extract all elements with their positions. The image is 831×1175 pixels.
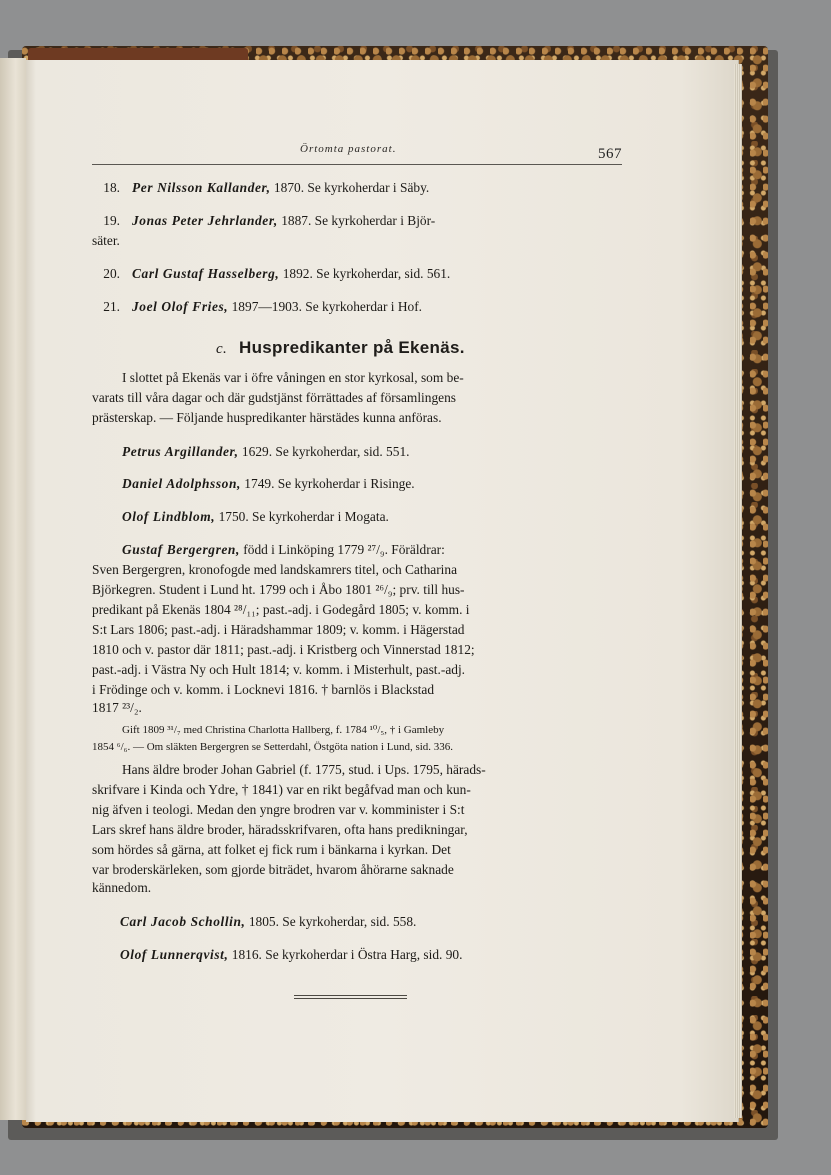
bio-line: 1810 och v. pastor där 1811; past.-adj. i Kristberg och Vinnerstad 1812;: [92, 642, 475, 657]
bergergren-first-line: [122, 542, 445, 558]
brother-line: skrifvare i Kinda och Ydre, † 1841) var en rikt begåfvad man och kun-: [92, 782, 471, 797]
entry-name: Jonas Peter Jehrlander,: [132, 213, 278, 228]
entry-18: 18. Per Nilsson Kallander, 1870. Se kyrkoherdar i Säby.: [103, 180, 430, 195]
brother-line: Hans äldre broder Johan Gabriel (f. 1775, stud. i Ups. 1795, härads-: [122, 762, 486, 777]
entry-name: Carl Gustaf Hasselberg,: [132, 266, 280, 281]
entry-text: 1892. Se kyrkoherdar, sid. 561.: [279, 266, 451, 281]
preacher-entry: [122, 509, 389, 525]
brother-line: som hördes så gärna, att folket ej fick rum i bänkarna i kyrkan. Det: [92, 842, 451, 857]
section-letter: c.: [216, 341, 228, 357]
preacher-name: Petrus Argillander,: [122, 444, 239, 459]
running-head: Örtomta pastorat.: [300, 143, 397, 155]
preacher-entry: [120, 947, 462, 963]
brother-line: kännedom.: [92, 880, 152, 895]
preacher-entry: [122, 444, 410, 460]
end-rule: [294, 998, 407, 999]
intro-line: I slottet på Ekenäs var i öfre våningen en stor kyrkosal, som be-: [122, 370, 464, 385]
preacher-name: Gustaf Bergergren,: [122, 542, 240, 557]
preacher-name: Carl Jacob Schollin,: [120, 914, 246, 929]
page-block-edge: [734, 64, 742, 1118]
bio-note: 1854 ⁶/₆. — Om släkten Bergergren se Setterdahl, Östgöta nation i Lund, sid. 336.: [92, 741, 454, 753]
entry-text: 1870. Se kyrkoherdar i Säby.: [270, 180, 430, 195]
preacher-entry: [122, 476, 415, 492]
section-title: Huspredikanter på Ekenäs.: [239, 338, 465, 357]
preacher-text: 1629. Se kyrkoherdar, sid. 551.: [238, 444, 410, 459]
brother-line: nig äfven i teologi. Medan den yngre brodren var v. komminister i S:t: [92, 802, 465, 817]
entry-19-continuation: säter.: [92, 233, 120, 248]
preacher-name: Daniel Adolphsson,: [122, 476, 241, 491]
header-rule: [92, 164, 622, 165]
preacher-name: Olof Lindblom,: [122, 509, 216, 524]
brother-line: var broderskärleken, som gjorde biträdet, hvarom åhörarne saknade: [92, 862, 454, 877]
bio-line: Sven Bergergren, kronofogde med landskamrers titel, och Catharina: [92, 562, 458, 577]
entry-text: 1897—1903. Se kyrkoherdar i Hof.: [228, 299, 423, 314]
bio-line: Björkegren. Student i Lund ht. 1799 och i Åbo 1801 ²⁶/₉; prv. till hus-: [92, 582, 465, 597]
bio-line: predikant på Ekenäs 1804 ²⁸/₁₁; past.-adj. i Godegård 1805; v. komm. i: [92, 602, 470, 617]
preacher-text: 1805. Se kyrkoherdar, sid. 558.: [245, 914, 417, 929]
bio-note: Gift 1809 ³¹/₇ med Christina Charlotta Hallberg, f. 1784 ¹⁰/₅, † i Gamleby: [122, 724, 445, 736]
entry-text: 1887. Se kyrkoherdar i Björ-: [277, 213, 436, 228]
intro-line: varats till våra dagar och där gudstjänst förrättades af församlingens: [92, 390, 457, 405]
entry-21: 21. Joel Olof Fries, 1897—1903. Se kyrkoherdar i Hof.: [103, 299, 423, 314]
preacher-text: född i Linköping 1779 ²⁷/₉. Föräldrar:: [239, 542, 445, 557]
preacher-text: 1750. Se kyrkoherdar i Mogata.: [215, 509, 389, 524]
entry-19: 19. Jonas Peter Jehrlander, 1887. Se kyrkoherdar i Björ-: [103, 213, 436, 228]
bio-line: i Frödinge och v. komm. i Locknevi 1816. † barnlös i Blackstad: [92, 682, 435, 697]
bio-line: past.-adj. i Västra Ny och Hult 1814; v. komm. i Misterhult, past.-adj.: [92, 662, 466, 677]
section-heading: [216, 338, 465, 358]
end-rule: [294, 995, 407, 996]
bio-line: 1817 ²³/₂.: [92, 700, 142, 715]
preacher-name: Olof Lunnerqvist,: [120, 947, 229, 962]
entry-name: Joel Olof Fries,: [132, 299, 229, 314]
entry-name: Per Nilsson Kallander,: [132, 180, 271, 195]
facing-page-edge: [0, 58, 26, 1120]
preacher-text: 1816. Se kyrkoherdar i Östra Harg, sid. 90.: [228, 947, 463, 962]
intro-line: prästerskap. — Följande huspredikanter härstädes kunna anföras.: [92, 410, 442, 425]
preacher-entry: [120, 914, 416, 930]
entry-20: 20. Carl Gustaf Hasselberg, 1892. Se kyrkoherdar, sid. 561.: [103, 266, 451, 281]
brother-line: Lars skref hans äldre broder, häradsskrifvaren, ofta hans predikningar,: [92, 822, 468, 837]
bio-line: S:t Lars 1806; past.-adj. i Häradshammar 1809; v. komm. i Hägerstad: [92, 622, 465, 637]
page-number: 567: [598, 146, 622, 162]
preacher-text: 1749. Se kyrkoherdar i Risinge.: [240, 476, 415, 491]
